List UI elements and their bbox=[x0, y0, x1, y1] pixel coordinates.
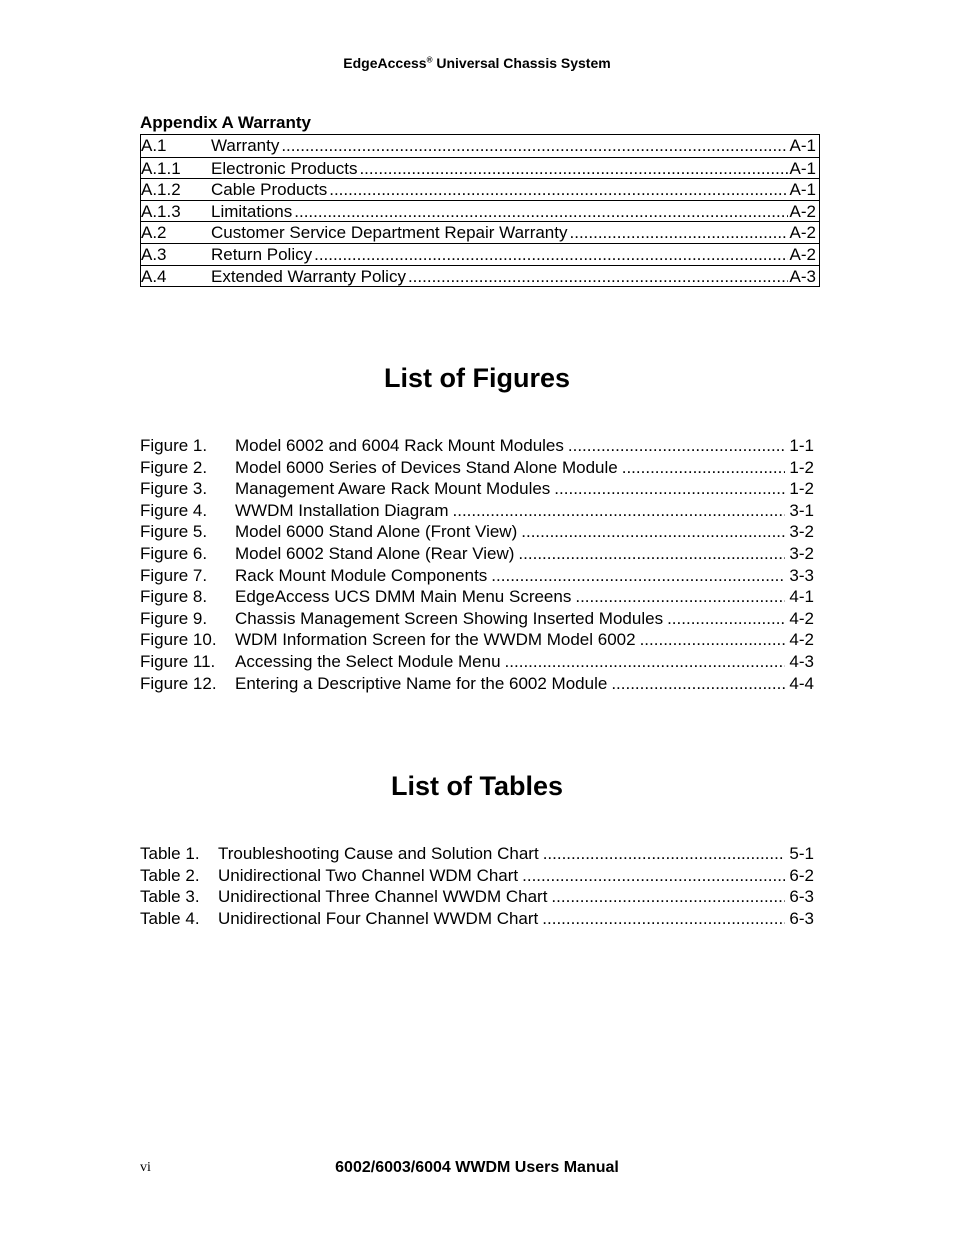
figure-label: Figure 12. bbox=[140, 673, 217, 693]
figure-title: Model 6000 Stand Alone (Front View) bbox=[235, 522, 518, 542]
table-entry[interactable] bbox=[140, 865, 814, 887]
dot-leader bbox=[542, 908, 785, 930]
appendix-toc-row[interactable] bbox=[141, 200, 819, 222]
figure-title: Model 6002 Stand Alone (Rear View) bbox=[235, 543, 515, 563]
figure-entry[interactable] bbox=[140, 629, 814, 651]
figure-entry[interactable] bbox=[140, 608, 814, 630]
dot-leader bbox=[543, 843, 786, 865]
figure-label: Figure 8. bbox=[140, 587, 208, 607]
figure-entry[interactable] bbox=[140, 586, 814, 608]
list-of-tables bbox=[140, 843, 814, 929]
table-title: Unidirectional Three Channel WWDM Chart bbox=[218, 887, 548, 907]
figure-label: Figure 3. bbox=[140, 479, 208, 499]
dot-leader bbox=[640, 629, 786, 651]
figure-entry[interactable] bbox=[140, 500, 814, 522]
figure-entry[interactable] bbox=[140, 435, 814, 457]
dot-leader bbox=[408, 266, 788, 287]
figure-entry[interactable] bbox=[140, 457, 814, 479]
table-page: 6-3 bbox=[789, 908, 814, 928]
section-title: Cable Products bbox=[211, 180, 328, 200]
figure-entry[interactable] bbox=[140, 478, 814, 500]
figure-page: 1-2 bbox=[789, 479, 814, 499]
figure-page: 3-3 bbox=[789, 565, 814, 585]
section-title: Warranty bbox=[211, 136, 280, 155]
table-label: Table 2. bbox=[140, 865, 200, 885]
figure-title: WDM Information Screen for the WWDM Model 6002 bbox=[235, 630, 636, 650]
section-page: A-2 bbox=[789, 223, 816, 243]
dot-leader bbox=[281, 135, 787, 157]
table-title: Unidirectional Two Channel WDM Chart bbox=[218, 865, 519, 885]
table-label: Table 3. bbox=[140, 887, 200, 907]
figure-entry[interactable] bbox=[140, 673, 814, 695]
appendix-toc-row[interactable] bbox=[141, 178, 819, 200]
dot-leader bbox=[551, 886, 785, 908]
section-title: Limitations bbox=[211, 201, 293, 221]
section-page: A-1 bbox=[789, 158, 816, 178]
figure-entry[interactable] bbox=[140, 651, 814, 673]
figure-title: Management Aware Rack Mount Modules bbox=[235, 479, 551, 499]
dot-leader bbox=[329, 179, 787, 200]
figure-page: 1-1 bbox=[789, 436, 814, 455]
list-of-tables-heading: List of Tables bbox=[390, 771, 564, 801]
dot-leader bbox=[554, 478, 785, 500]
dot-leader bbox=[575, 586, 785, 608]
running-header bbox=[0, 55, 954, 71]
figure-entry[interactable] bbox=[140, 521, 814, 543]
appendix-toc-row[interactable] bbox=[141, 265, 819, 287]
figure-title: EdgeAccess UCS DMM Main Menu Screens bbox=[235, 587, 572, 607]
dot-leader bbox=[294, 201, 787, 222]
list-of-figures-heading: List of Figures bbox=[383, 363, 570, 393]
figure-page: 4-1 bbox=[789, 587, 814, 607]
page-number: vi bbox=[140, 1160, 151, 1175]
table-label: Table 4. bbox=[140, 908, 200, 928]
table-title: Troubleshooting Cause and Solution Chart bbox=[218, 844, 539, 863]
section-title: Extended Warranty Policy bbox=[211, 266, 406, 286]
figure-label: Figure 6. bbox=[140, 543, 208, 563]
table-page: 5-1 bbox=[789, 844, 814, 863]
header-rest: Universal Chassis System bbox=[432, 55, 611, 71]
section-number: A.2 bbox=[141, 223, 167, 243]
section-page: A-2 bbox=[789, 201, 816, 221]
figure-title: WWDM Installation Diagram bbox=[235, 500, 449, 520]
figure-label: Figure 1. bbox=[140, 436, 208, 455]
dot-leader bbox=[453, 500, 786, 522]
dot-leader bbox=[568, 435, 786, 457]
appendix-toc-row[interactable] bbox=[141, 135, 819, 157]
figure-label: Figure 11. bbox=[140, 651, 216, 671]
appendix-toc-row[interactable] bbox=[141, 243, 819, 265]
section-number: A.3 bbox=[141, 244, 167, 264]
figure-title: Entering a Descriptive Name for the 6002 Module bbox=[235, 673, 608, 693]
table-title: Unidirectional Four Channel WWDM Chart bbox=[218, 908, 539, 928]
figure-page: 3-2 bbox=[789, 522, 814, 542]
dot-leader bbox=[570, 222, 788, 243]
registered-mark: ® bbox=[426, 55, 433, 65]
table-entry[interactable] bbox=[140, 908, 814, 930]
dot-leader bbox=[611, 673, 785, 695]
figure-title: Chassis Management Screen Showing Inserted Modules bbox=[235, 608, 664, 628]
figure-page: 4-2 bbox=[789, 630, 814, 650]
dot-leader bbox=[518, 543, 785, 565]
figure-page: 1-2 bbox=[789, 457, 814, 477]
section-title: Electronic Products bbox=[211, 158, 358, 178]
header-product: EdgeAccess bbox=[343, 55, 427, 71]
section-number: A.4 bbox=[141, 266, 167, 286]
dot-leader bbox=[314, 244, 787, 265]
dot-leader bbox=[359, 158, 787, 179]
running-footer: 6002/6003/6004 WWDM Users Manual bbox=[335, 1159, 619, 1176]
figure-entry[interactable] bbox=[140, 543, 814, 565]
dot-leader bbox=[622, 457, 786, 479]
table-page: 6-3 bbox=[789, 887, 814, 907]
section-number: A.1.3 bbox=[141, 201, 181, 221]
figure-page: 4-4 bbox=[789, 673, 814, 693]
section-number: A.1.2 bbox=[141, 180, 181, 200]
figure-label: Figure 5. bbox=[140, 522, 208, 542]
figure-label: Figure 9. bbox=[140, 608, 208, 628]
list-of-figures bbox=[140, 435, 814, 694]
table-page: 6-2 bbox=[789, 865, 814, 885]
section-page: A-3 bbox=[789, 266, 816, 286]
table-label: Table 1. bbox=[140, 844, 200, 863]
figure-title: Model 6002 and 6004 Rack Mount Modules bbox=[235, 436, 564, 455]
figure-label: Figure 4. bbox=[140, 500, 208, 520]
section-title: Customer Service Department Repair Warranty bbox=[211, 223, 568, 243]
section-number: A.1.1 bbox=[141, 158, 181, 178]
dot-leader bbox=[521, 521, 785, 543]
section-page: A-1 bbox=[789, 180, 816, 200]
figure-title: Model 6000 Series of Devices Stand Alone Module bbox=[235, 457, 618, 477]
appendix-toc-row[interactable] bbox=[141, 221, 819, 243]
table-entry[interactable] bbox=[140, 886, 814, 908]
figure-title: Rack Mount Module Components bbox=[235, 565, 488, 585]
appendix-title: Appendix A Warranty bbox=[140, 113, 311, 132]
figure-page: 4-3 bbox=[789, 651, 814, 671]
section-title: Return Policy bbox=[211, 244, 313, 264]
dot-leader bbox=[491, 565, 785, 587]
section-page: A-1 bbox=[789, 136, 816, 155]
dot-leader bbox=[505, 651, 786, 673]
appendix-toc-table bbox=[140, 134, 820, 287]
figure-page: 4-2 bbox=[789, 608, 814, 628]
figure-title: Accessing the Select Module Menu bbox=[235, 651, 501, 671]
appendix-toc-row[interactable] bbox=[141, 157, 819, 179]
dot-leader bbox=[522, 865, 785, 887]
figure-page: 3-2 bbox=[789, 543, 814, 563]
figure-label: Figure 7. bbox=[140, 565, 208, 585]
table-entry[interactable] bbox=[140, 843, 814, 865]
figure-label: Figure 10. bbox=[140, 630, 217, 650]
section-page: A-2 bbox=[789, 244, 816, 264]
figure-label: Figure 2. bbox=[140, 457, 208, 477]
figure-page: 3-1 bbox=[789, 500, 814, 520]
figure-entry[interactable] bbox=[140, 565, 814, 587]
dot-leader bbox=[667, 608, 785, 630]
section-number: A.1 bbox=[141, 136, 167, 155]
